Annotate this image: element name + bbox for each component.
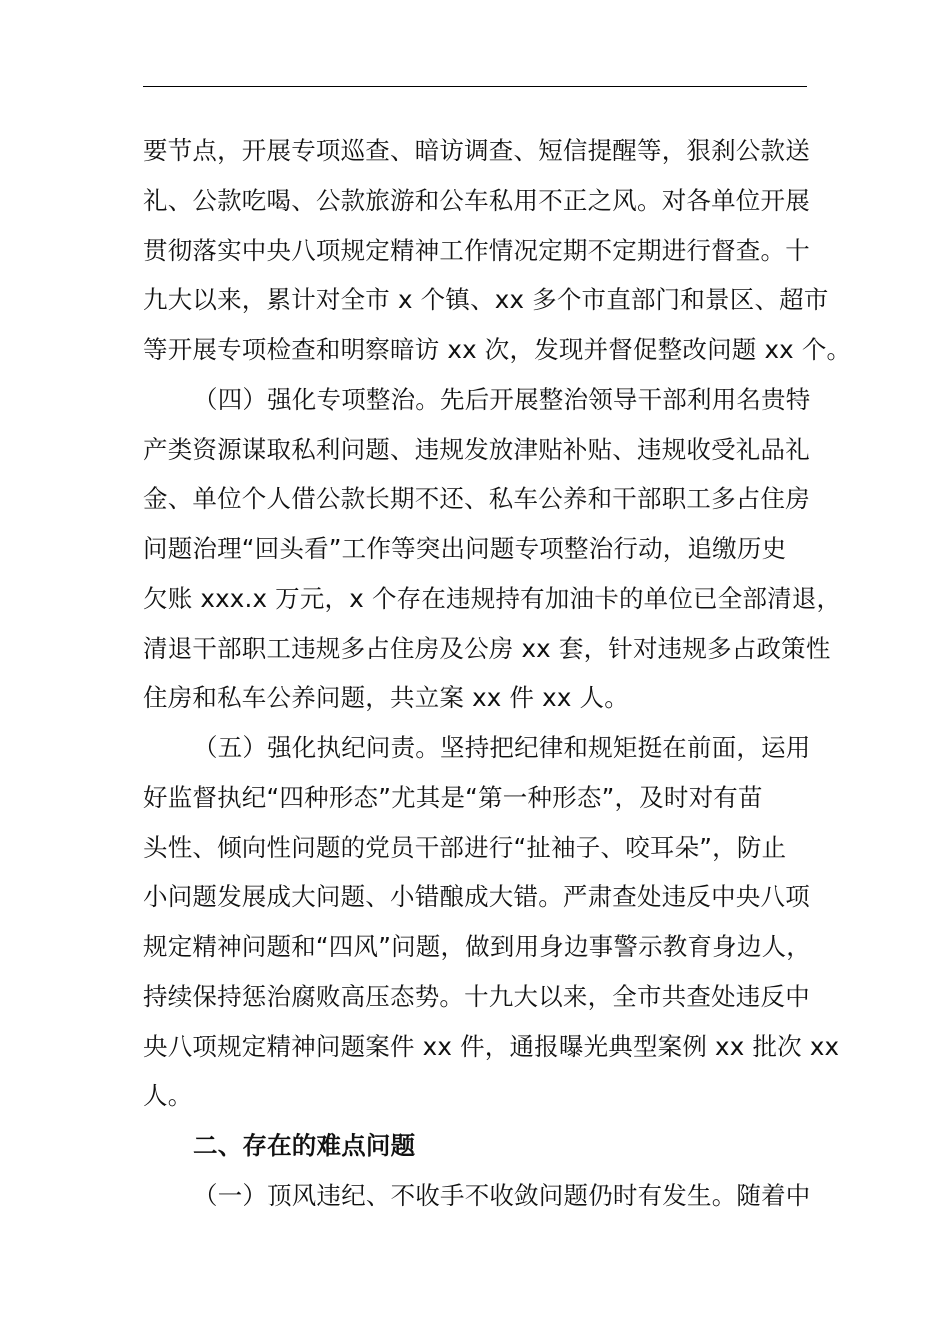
text-line: 贯彻落实中央八项规定精神工作情况定期不定期进行督查。十 xyxy=(143,236,810,265)
text-line: 央八项规定精神问题案件 xx 件，通报曝光典型案例 xx 批次 xx xyxy=(143,1032,840,1061)
text-line: 规定精神问题和“四风”问题，做到用身边事警示教育身边人， xyxy=(143,932,811,961)
text-line: 金、单位个人借公款长期不还、私车公养和干部职工多占住房 xyxy=(143,484,810,513)
text-line: 欠账 xxx.x 万元，x 个存在违规持有加油卡的单位已全部清退， xyxy=(143,584,842,613)
section-four-heading-line: （四）强化专项整治。先后开展整治领导干部利用名贵特 xyxy=(193,385,811,414)
text-line: 持续保持惩治腐败高压态势。十九大以来，全市共查处违反中 xyxy=(143,982,810,1011)
text-line: 九大以来，累计对全市 x 个镇、xx 多个市直部门和景区、超市 xyxy=(143,285,829,314)
text-line: 人。 xyxy=(143,1081,193,1110)
header-rule xyxy=(143,86,807,87)
text-line: 礼、公款吃喝、公款旅游和公车私用不正之风。对各单位开展 xyxy=(143,186,810,215)
subsection-one-heading-line: （一）顶风违纪、不收手不收敛问题仍时有发生。随着中 xyxy=(193,1181,811,1210)
section-five-heading-line: （五）强化执纪问责。坚持把纪律和规矩挺在前面，运用 xyxy=(193,733,811,762)
section-two-heading: 二、存在的难点问题 xyxy=(193,1131,416,1160)
text-line: 小问题发展成大问题、小错酿成大错。严肃查处违反中央八项 xyxy=(143,882,810,911)
text-line: 等开展专项检查和明察暗访 xx 次，发现并督促整改问题 xx 个。 xyxy=(143,335,852,364)
text-line: 头性、倾向性问题的党员干部进行“扯袖子、咬耳朵”，防止 xyxy=(143,833,787,862)
text-line: 产类资源谋取私利问题、违规发放津贴补贴、违规收受礼品礼 xyxy=(143,435,810,464)
text-line: 问题治理“回头看”工作等突出问题专项整治行动，追缴历史 xyxy=(143,534,787,563)
text-line: 要节点，开展专项巡查、暗访调查、短信提醒等，狠刹公款送 xyxy=(143,136,810,165)
text-line: 好监督执纪“四种形态”尤其是“第一种形态”，及时对有苗 xyxy=(143,783,763,812)
text-line: 清退干部职工违规多占住房及公房 xx 套，针对违规多占政策性 xyxy=(143,634,831,663)
text-line: 住房和私车公养问题，共立案 xx 件 xx 人。 xyxy=(143,683,629,712)
